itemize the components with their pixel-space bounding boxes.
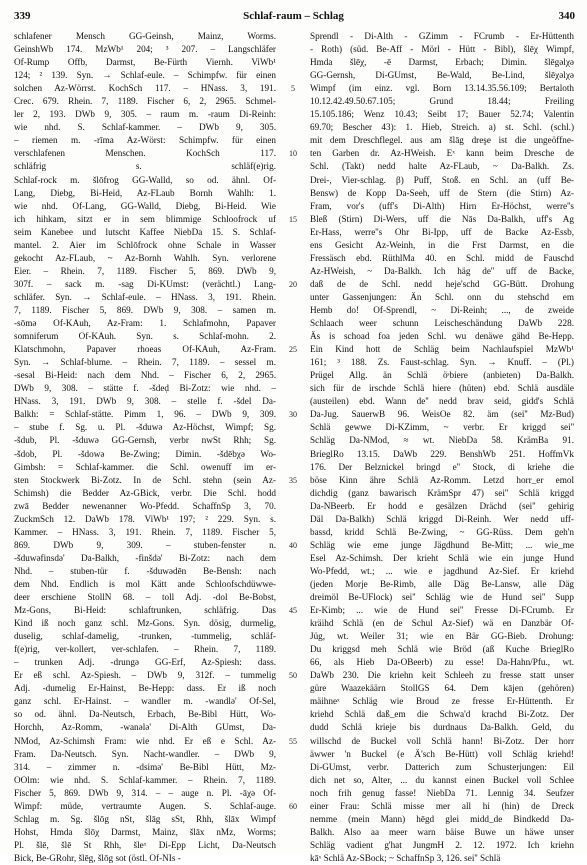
text-line: mit dem Dreschflegel. aus am šlāg dreşe ist die ungeöffne-: [310, 135, 574, 146]
text-line: -šdob, Pl. -šdowə Be-Zwing; Dimin. -šdēbχə Wo-: [14, 448, 276, 459]
text-line: Mz-Gons, Bi-Heid: schlaftrunken, schläfrig. Das: [14, 605, 276, 616]
text-line: Di-GUmst, verbr. Datterich zum Schusterjungen: Eil: [310, 761, 574, 772]
text-line: Wo-Pfedd, wt.; ... wie e jagdhund Az-Sief. Er kriehd: [310, 565, 574, 576]
text-line: Bleß (Stirn) Di-Wers, uff die Nās Da-Balkh, uff's Ag: [310, 213, 574, 224]
text-line: Prügel Allg. än Schlä öˢbiere (anbieten) Da-Balkh.: [310, 370, 574, 381]
text-line: 869. DWb 9, 309. – stuben-fenster n.: [14, 539, 276, 550]
text-line: Horchh, Az-Romm, -wanələ' Di-Alth GUmst, Da-: [14, 722, 276, 733]
line-number: 20: [289, 279, 297, 289]
line-number: 15: [289, 214, 297, 224]
text-line: Sprendl - Di-Alth - GZimm - FCrumb - Er-Hüttenth: [310, 31, 574, 41]
text-line: 124; ² 139. Syn. → Schlaf-eule. – Schimpfw. für einen: [14, 70, 276, 81]
text-line: dem Nhd. Endlich is mol Kätt ande Schloofschdüwwe-: [14, 578, 276, 589]
page-number-right: 340: [558, 10, 575, 22]
text-line: GeinshWb 174. MzWb¹ 204; ³ 207. – Langschläfer: [14, 44, 276, 55]
text-line: BrieglRo 13.15. DaWb 229. BenshWb 251. HoffmVk: [310, 448, 574, 459]
line-number: 40: [289, 540, 297, 550]
line-number: 60: [289, 801, 297, 811]
text-line: Er eß schl. Az-Spiesh. – DWb 9, 312f. – tummelig: [14, 670, 276, 681]
text-line: - Roth) (süd. Be-Aff - Mörl - Hütt - Bibl), šlēχ Wimpf,: [310, 44, 574, 55]
text-line: seim Kanebee und lutscht Kaffee NiebDa 15. S. Schlaf-: [14, 226, 276, 237]
text-line: ens Gesicht Az-Weinh, in die Frst Darmst, en die: [310, 239, 574, 250]
text-line: 10.12.42.49.50.67.105; Grund 18.44; Freiling: [310, 96, 574, 107]
text-line: 314. – zimmer n. -dsimə' Be-Bibl Hütt, Mz-: [14, 761, 276, 772]
line-number: 5: [291, 84, 295, 94]
text-line: NMod, Az-Schimsh Fram: wie nhd. Er eß e Schl. Az-: [14, 735, 276, 746]
text-line: – riemen m. -rīma Az-Wörst: Schimpfw. für einen: [14, 135, 276, 146]
text-line: Syn. → Schlaf-blume. – Rhein. 7, 1189. – sessel m.: [14, 357, 276, 368]
text-line: gekocht Az-FLaub, ~ Az-Bornh Wahlh. Syn. verlorene: [14, 252, 276, 263]
text-line: Hmda šlēχ, -ē Darmst, Erbach; Dimin. šlēgəlχə: [310, 57, 574, 68]
text-line: Äs is schoad foa jeden Schl. wu denäwe gähd Be-Hepp.: [310, 331, 574, 342]
text-line: Er-Hass, werre''s Ohr Bi-Ipp, uff de Backe Az-Essb,: [310, 226, 574, 237]
text-line: böse Kinn ähre Schlä Az-Romm. Letzd horr_er emol: [310, 474, 574, 485]
text-line: ten Garben dr. Az-HWeish. Eˣ kann beim Dresche de: [310, 148, 574, 159]
text-line: 176. Der Belznickel bringd e'' Stock, di kriehe die: [310, 461, 574, 472]
text-line: güre Waazekäärn StollGS 64. Dem kājen (gehören): [310, 683, 574, 694]
text-line: Fram. Da-Neutsch. Syn. Nacht-wandler. – DWb 9,: [14, 748, 276, 759]
text-line: Bick, Be-GRohr, šlēg, šlōg sot (östl. Of-NIs -: [14, 852, 181, 863]
running-head: Schlaf-raum – Schlag: [243, 10, 344, 22]
text-line: einer Frau: Schlä misse mer all hi (hin) de Dreck: [310, 800, 574, 811]
text-line: Of-Rump Offb, Darmst, Be-Fürth Viernh. ViWb¹: [14, 57, 276, 68]
text-line: schläfer. Syn. → Schlaf-eule. – HNass. 3, 191. Rhein.: [14, 291, 276, 302]
text-line: Drei-, Vier-schlag. β) Puff, Stoß. en Schl. an (uff Be-: [310, 174, 574, 185]
text-line: schläfrig s. schläf(e)rig.: [14, 161, 276, 172]
text-line: Crec. 679. Rhein. 7, 1189. Fischer 6, 2, 2965. Schmel-: [14, 96, 276, 107]
text-line: äwwer 'n Buckel (e Ä'sch Be-Hütt) voll Schläg kriehd!: [310, 748, 574, 759]
text-line: Hohst, Hmda šlōχ Darmst, Mainz, šlāx nMz, Worms;: [14, 826, 276, 837]
text-line: daß de de Schl. nedd heje'schd GG-Bütt. Drohung: [310, 278, 574, 289]
text-line: dichdig (ganz bawarisch KrämSpr 47) sei'' Schlä kriggd: [310, 487, 574, 498]
text-line: f(e)rig, ver-kollert, ver-schlafen. – Rhein. 7, 1189.: [14, 644, 276, 655]
text-line: kriehd Schlä daß_em die Schwa'd krachd Bi-Zotz. Der: [310, 709, 574, 720]
right-column: [310, 30, 574, 865]
text-line: Jüg, wt. Weiler 31; wie en Bär GG-Bieb. Drohung:: [310, 631, 574, 642]
text-line: Wimpf (im einz. vgl. Born 13.14.35.56.109; Bertaloth: [310, 83, 574, 94]
text-line: Adj. -dumelig Er-Hainst, Be-Hepp: dass. Er iß noch: [14, 683, 276, 694]
text-line: ich hihkam, sitzt er in sem blimmige Schloofrock uf: [14, 213, 276, 224]
text-line: kräihd Schlä (en de Schul Az-Sief) wä en Danzbär Of-: [310, 618, 574, 629]
text-line: Wimpf: müde, vertraumte Augen. S. Schlaf-auge.: [14, 800, 276, 811]
text-line: duselig, schlaf-damelig, -trunken, -tummelig, schläf-: [14, 631, 276, 642]
text-line: GG-Gernsh, Di-GUmst, Be-Wald, Be-Lind, šlēχəlχə: [310, 70, 574, 81]
text-line: wie nhd. Of-Lang, GG-Walld, Diebg, Bi-Heid. Wie: [14, 200, 276, 211]
page-header: [0, 4, 587, 22]
text-line: nemme (mein Mann) hēgd glei midd_de Bindkedd Da-: [310, 813, 574, 824]
text-line: DWb 9, 308. – stätte f. -šdeḍ Bi-Zotz: wie nhd. –: [14, 383, 276, 394]
line-number: 50: [289, 671, 297, 681]
text-line: 69.70; Bescher 43): 1. Hieb, Streich. a) st. Schl. (schl.): [310, 122, 574, 133]
text-line: 15.105.186; Wenz 10.43; Seibt 17; Bauer 52.74; Valentin: [310, 109, 574, 120]
text-line: bassd, kridd Schlä Be-Zwing, ~ GG-Rüss. Dem geh'n: [310, 526, 574, 537]
text-line: Schlä gewwe Di-KZimm, ~ verbr. Er kriggd sei'': [310, 422, 574, 433]
line-number: 30: [289, 410, 297, 420]
text-line: 161; ³ 188. Zs. Faust-schlag. Syn. → Knuff. – (Pl.): [310, 357, 574, 368]
text-line: Ein Kind hott de Schläg beim Nachlaufspiel MzWb¹: [310, 344, 574, 355]
line-number: 35: [289, 475, 297, 485]
text-line: -šduwəfinsdə' Da-Balkh, -finšdə' Bi-Zotz: nach dem: [14, 552, 276, 563]
line-number: 10: [289, 149, 297, 159]
text-line: 7, 1189. Fischer 5, 869. DWb 9, 308. – samen m.: [14, 304, 276, 315]
text-line: -sesəl Bi-Heid: nach dem Nhd. – Fischer 6, 2, 2965.: [14, 370, 276, 381]
text-line: Da-NBeerb. Er hodd e gesälzen Drächd (sei'' gehirig: [310, 500, 574, 511]
text-line: Kammer. – HNass. 3, 191. Rhein. 7, 1189. Fischer 5,: [14, 526, 276, 537]
text-line: 307f. – sack m. -sag Di-KUmst: (verächtl.) Lang-: [14, 278, 276, 289]
text-line: 66, als Hieb Da-OBeerb) zu esse! Da-Hahn/Pfu., wt.: [310, 657, 574, 668]
text-line: so od. ähnl. Da-Neutsch, Erbach, Be-Bibl Hütt, Wo-: [14, 709, 276, 720]
text-line: verschlafenen Menschen. KochSch 117.: [14, 148, 276, 159]
text-line: sich für de irschde Schlä hiere (hüten) ebd. Schlä ausdäle: [310, 383, 574, 394]
text-line: unter Gassenjungen: Än Schl. onn du stehschd em: [310, 291, 574, 302]
text-line: Schlaach weer schunn Leischeschändung DaWb 228.: [310, 318, 574, 329]
text-line: OOlm: wie nhd. S. Schlaf-kammer. – Rhein. 7, 1189.: [14, 774, 276, 785]
text-line: mäihneˣ Schläg wie Broud ze fresse Er-Hüttenth. Er: [310, 696, 574, 707]
text-line: Du kriggsd meh Schlä wie Bröd (aß Kuche BrieglRo: [310, 644, 574, 655]
line-number: 55: [289, 736, 297, 746]
text-line: Bensw) de Kopp Da-Seeh, uff de Stern (die Stirn) Az-: [310, 187, 574, 198]
text-line: Az-HWeish, ~ Da-Balkh. Ich häg de'' uff de Backe,: [310, 265, 574, 276]
text-line: wie nhd. S. Schlaf-kammer. – DWb 9, 305.: [14, 122, 276, 133]
text-line: Klatschmohn, Papaver rhoeas Of-KAuh, Az-Fram.: [14, 344, 276, 355]
text-line: Fischer 5, 869. DWb 9, 314. – – auge n. Pl. -āχə Of-: [14, 787, 276, 798]
text-line: Gimbsh: = Schlaf-kammer. die Schl. owenuff im er-: [14, 461, 276, 472]
text-line: sten Stockwerk Bi-Zotz. In de Schl. stehn (sein Az-: [14, 474, 276, 485]
text-line: Er-Kimb; ... wie de Hund sei'' Fresse Di-FCrumb. Er: [310, 605, 574, 616]
text-line: DaWb 230. Die kriehn keit Schleeh zu fresse statt unser: [310, 670, 574, 681]
text-line: dudd Schlä krieje bis durdnaus Da-Balkh. Geld, du: [310, 722, 574, 733]
text-line: Schlag m. Sg. šlōg nSt, šlāg sSt, Rhh, šlāx Wimpf: [14, 813, 276, 824]
text-line: Fressäsch ebd. RüthlMa 40. en Schl. midd de Fauschd: [310, 252, 574, 263]
text-line: noch frih genug fasse! NiebDa 71. Lennig 34. Seufzer: [310, 787, 574, 798]
text-line: HNass. 3, 191. DWb 9, 308. – stelle f. -šdel Da-: [14, 396, 276, 407]
text-line: Lang, Diebg, Bi-Heid, Az-FLaub Bornh Wahlh: 1.: [14, 187, 276, 198]
text-line: – trunken Adj. -drungə GG-Erf, Az-Spiesh: dass.: [14, 657, 276, 668]
text-line: Balkh. Also aa meer warn bäise Buwe un häwe unser: [310, 826, 574, 837]
text-line: somniferum Of-KAuh. Syn. s. Schlaf-mohn. 2.: [14, 331, 276, 342]
text-line: Hemb do! Of-Sprendl, ~ Di-Reinh; ..., de zweide: [310, 304, 574, 315]
text-line: Schimsh) die Bedder Az-GBick, verbr. Die Schl. hodd: [14, 487, 276, 498]
line-number: 45: [289, 606, 297, 616]
text-line: Schläg wie eme junge Jägdhund Be-Mitt; ... wie_me: [310, 539, 574, 550]
text-line: Schläg vadient g'hat JungmH 2. 12. 1972. Ich kriehn: [310, 839, 574, 850]
text-line: Schläg Da-NMod, ≈ wt. NiebDa 58. KrämBa 91.: [310, 435, 574, 446]
text-line: Kind iß noch ganz schl. Mz-Gons. Syn. dösig, durmelig,: [14, 618, 276, 629]
page-number-left: 339: [14, 10, 31, 22]
text-line: deer erschiene StollN 68. – toll Adj. -dol Be-Bobst,: [14, 592, 276, 603]
text-line: solchen Az-Wörrst. KochSch 117. – HNass. 3, 191.: [14, 83, 276, 94]
text-line: kāˣ Schlä Az-SBock; ~ SchaffnSp 3, 126. sei'' Schlä: [310, 852, 501, 863]
line-number: 25: [289, 345, 297, 355]
text-line: mantel. 2. Aier im Schlōfrock ohne Schale in Wasser: [14, 239, 276, 250]
text-line: – stube f. Sg. u. Pl. -šduwə Az-Höchst, Wimpf; Sg.: [14, 422, 276, 433]
text-line: ZuckmSch 12. DaWb 178. ViWb¹ 197; ² 229. Syn. s.: [14, 513, 276, 524]
text-line: Pl. šlē, šlē St Rhh, šleˣ Di-Epp Licht, Da-Neutsch: [14, 839, 276, 850]
text-line: Fram, vor's (uff's Di-Alth) Hirn Er-Höchst, werre''s: [310, 200, 574, 211]
text-line: (jeden Morje Be-Rimb, alle Däg Be-Lansw, alle Däg: [310, 578, 574, 589]
text-line: Esel Az-Schimsh. Der krieht Schlä wie ein junge Hund: [310, 552, 574, 563]
text-line: ganz schl. Er-Hainst. – wandler m. -wandlə' Of-Sel,: [14, 696, 276, 707]
text-line: schlafener Mensch GG-Geinsh, Mainz, Worms.: [14, 31, 276, 41]
text-line: Däl Da-Balkh) Schlä kriggd Di-Reinh. Wer nedd uff-: [310, 513, 574, 524]
text-line: Schlaf-rock m. šlōfrog GG-Walld, so od. ähnl. Of-: [14, 174, 276, 185]
text-line: zwā Bedder newenanner Wo-Pfedd. SchaffnSp 3, 70.: [14, 500, 276, 511]
text-line: -sōmə Of-KAuh, Az-Fram: 1. Schlafmohn, Papaver: [14, 318, 276, 329]
text-line: ler 2, 193. DWb 9, 305. – raum m. -raum Di-Reinh:: [14, 109, 276, 120]
text-line: (austeilen) ebd. Wann de'' nedd brav seid, gidd's Schlä: [310, 396, 574, 407]
text-line: Balkh: = Schlaf-stätte. Pimm 1, 96. – DWb 9, 309.: [14, 409, 276, 420]
text-line: Da-Jug. SauerwB 96. WeisOe 82. äm (sei'' Mz-Bud): [310, 409, 574, 420]
text-line: Eier. – Rhein. 7, 1189. Fischer 5, 869. DWb 9,: [14, 265, 276, 276]
text-line: dich net so, Alter, ... du kannst einen Buckel voll Schlee: [310, 774, 574, 785]
text-line: Schl. (Takt) nedd halte Az-FLaub, ~ Da-Balkh. Zs.: [310, 161, 574, 172]
left-column: [14, 30, 276, 865]
text-line: dreimöl Be-UFlock) sei'' Schläg wie de Hund sei'' Supp: [310, 592, 574, 603]
text-line: Nhd. – stuben-tür f. -šduwədēn Be-Bensh: nach: [14, 565, 276, 576]
text-line: willschd de Buckel voll Schlä hann! Bi-Zotz. Der horr: [310, 735, 574, 746]
text-line: -šdub, Pl. -šduwə GG-Gernsh, verbr nwSt Rhh; Sg.: [14, 435, 276, 446]
